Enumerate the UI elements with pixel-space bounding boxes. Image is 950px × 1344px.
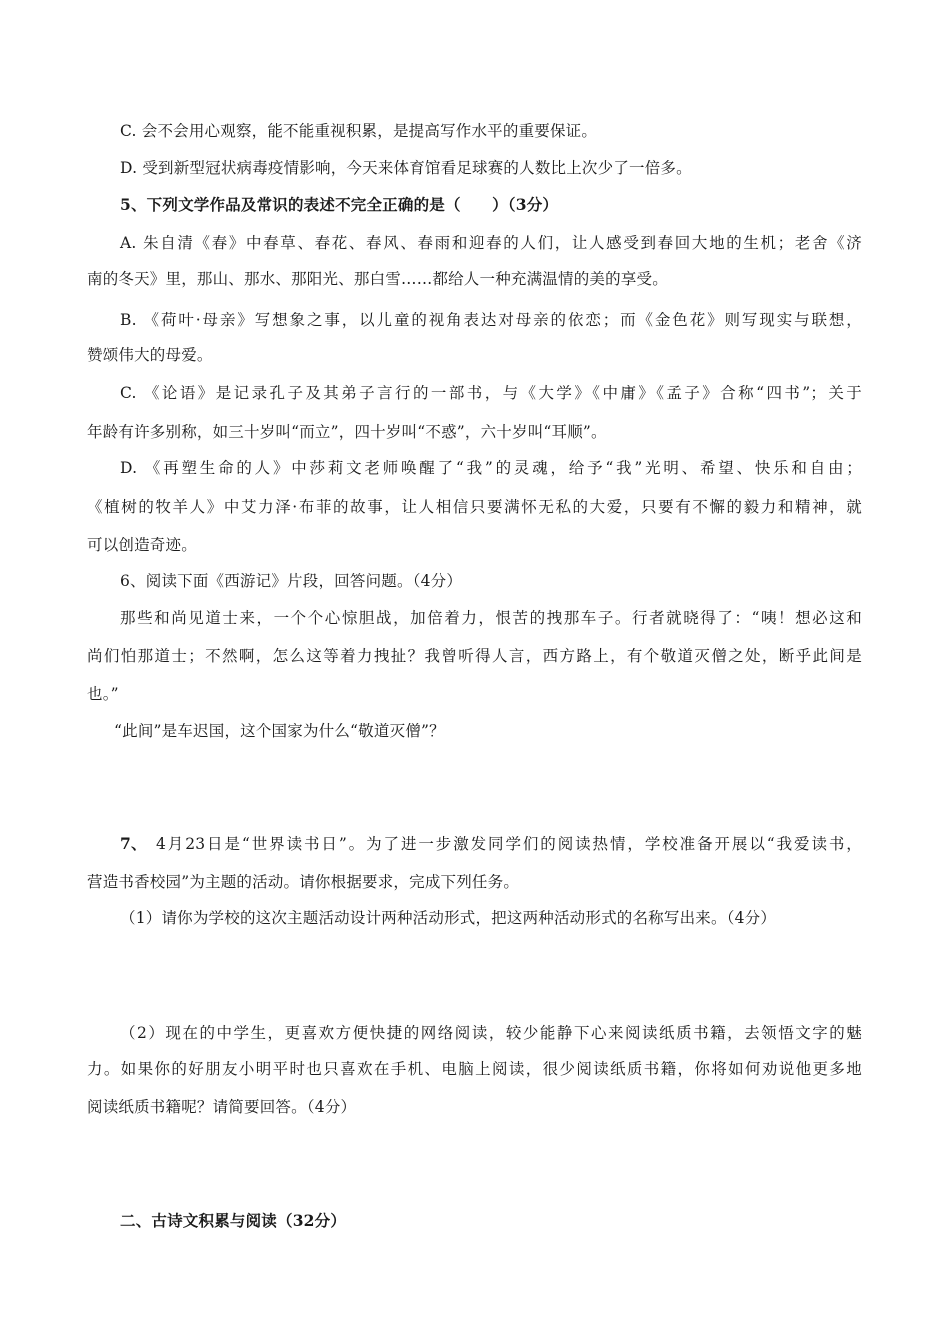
q5-option-d-line1: D. 《再塑生命的人》中莎莉文老师唤醒了“我”的灵魂，给予“我”光明、希望、快乐和自由；	[120, 459, 862, 477]
q7-task2-line3: 阅读纸质书籍呢？请简要回答。（4分）	[87, 1098, 357, 1116]
q5-option-a-line2: 南的冬天》里，那山、那水、那阳光、那白雪……都给人一种充满温情的美的享受。	[87, 270, 668, 288]
q5-stem: 5、下列文学作品及常识的表述不完全正确的是（ ）（3分）	[120, 195, 559, 214]
q5-option-b-line2: 赞颂伟大的母爱。	[87, 346, 213, 364]
q5-option-c-line1: C. 《论语》是记录孔子及其弟子言行的一部书，与《大学》《中庸》《孟子》合称“四书”；关于	[120, 384, 862, 402]
q6-question: “此间”是车迟国，这个国家为什么“敬道灭僧”？	[114, 722, 445, 740]
section-2-heading: 二、古诗文积累与阅读（32分）	[120, 1211, 347, 1230]
q5-option-a-line1: A. 朱自清《春》中春草、春花、春风、春雨和迎春的人们，让人感受到春回大地的生机；老舍《济	[120, 234, 862, 252]
q5-option-d-line3: 可以创造奇迹。	[87, 536, 197, 554]
q7-number: 7、	[120, 834, 147, 853]
q7-stem-line1: 4月23日是“世界读书日”。为了进一步激发同学们的阅读热情，学校准备开展以“我爱读书，	[156, 835, 862, 853]
q6-passage-line2: 尚们怕那道士；不然啊，怎么这等着力拽扯？我曾听得人言，西方路上，有个敬道灭僧之处，断乎此间是	[87, 647, 862, 665]
q5-option-b-line1: B. 《荷叶·母亲》写想象之事，以儿童的视角表达对母亲的依恋；而《金色花》则写现实与联想，	[120, 311, 862, 329]
q4-option-c: C. 会不会用心观察，能不能重视积累，是提高写作水平的重要保证。	[120, 122, 598, 140]
q7-task1: （1）请你为学校的这次主题活动设计两种活动形式，把这两种活动形式的名称写出来。（4分）	[120, 909, 777, 927]
q7-task2-line2: 力。如果你的好朋友小明平时也只喜欢在手机、电脑上阅读，很少阅读纸质书籍，你将如何劝说他更多地	[87, 1060, 862, 1078]
q4-option-d: D. 受到新型冠状病毒疫情影响，今天来体育馆看足球赛的人数比上次少了一倍多。	[120, 159, 692, 177]
q7-task2-line1: （2）现在的中学生，更喜欢方便快捷的网络阅读，较少能静下心来阅读纸质书籍，去领悟文字的魅	[120, 1024, 862, 1042]
q5-option-d-line2: 《植树的牧羊人》中艾力泽·布菲的故事，让人相信只要满怀无私的大爱，只要有不懈的毅力和精神，就	[87, 498, 862, 516]
q6-stem: 6、阅读下面《西游记》片段，回答问题。（4分）	[120, 572, 463, 590]
q5-option-c-line2: 年龄有许多别称，如三十岁叫“而立”，四十岁叫“不惑”，六十岁叫“耳顺”。	[87, 423, 607, 441]
q7-stem-line2: 营造书香校园”为主题的活动。请你根据要求，完成下列任务。	[87, 873, 520, 891]
q6-passage-line3: 也。”	[87, 685, 119, 703]
q6-passage-line1: 那些和尚见道士来，一个个心惊胆战，加倍着力，恨苦的拽那车子。行者就晓得了：“咦！想必这和	[120, 609, 862, 627]
